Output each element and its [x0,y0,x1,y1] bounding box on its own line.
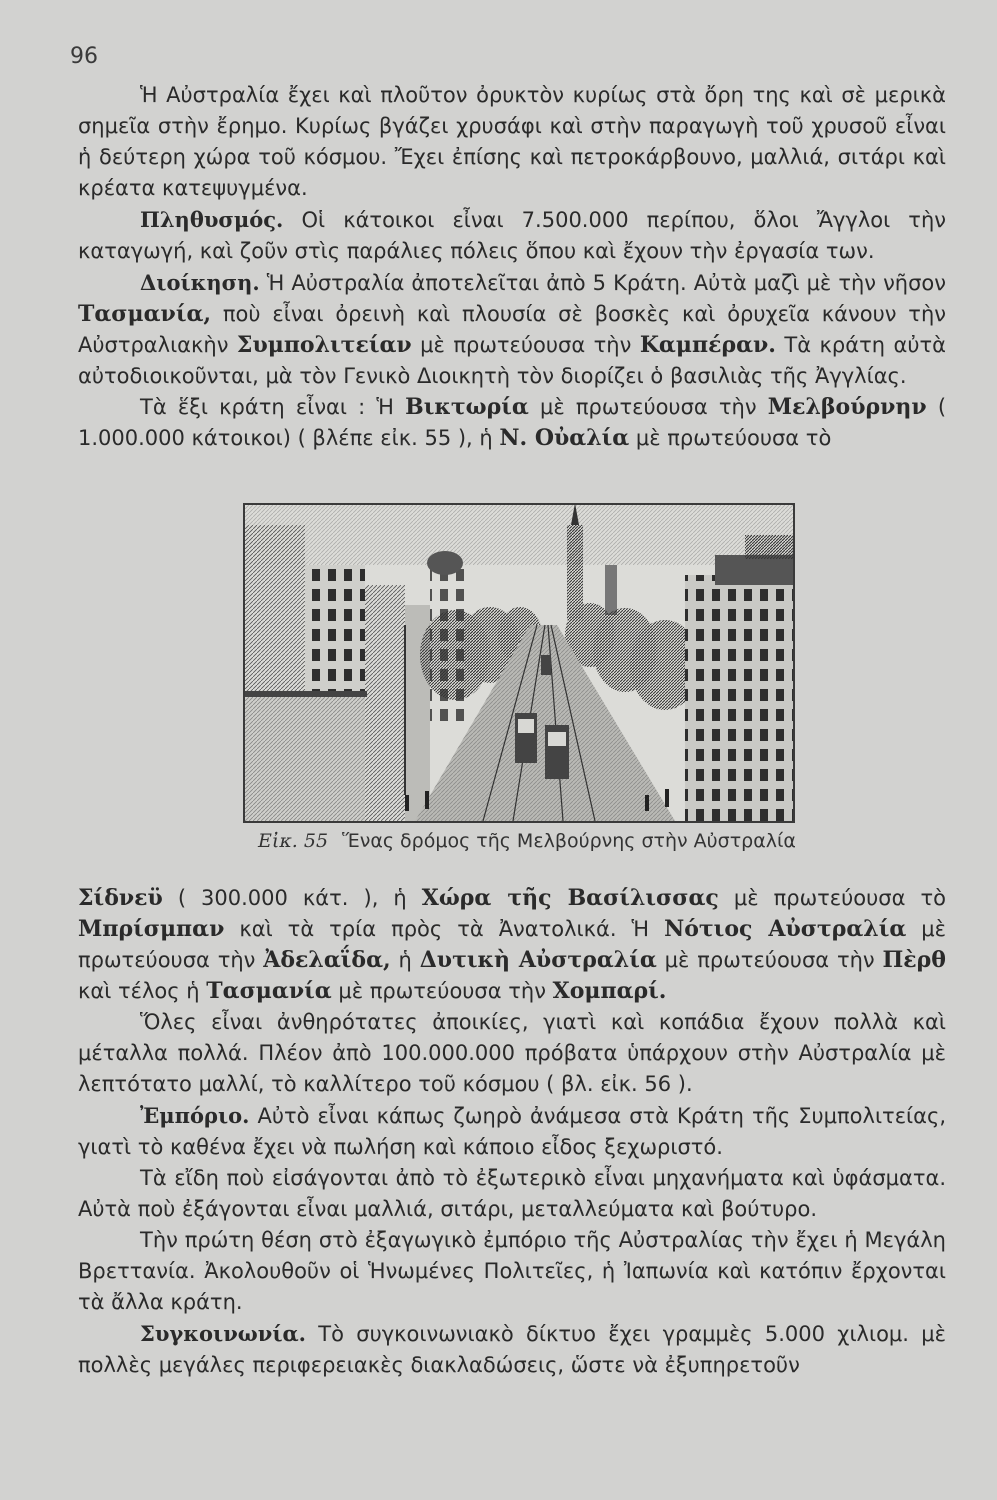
paragraph-text: Αὐτὸ εἶναι κάπως ζωηρὸ ἀνάμεσα στὰ Κράτη τῆς Συμπολιτείας, γιατὶ τὸ καθένα ἔχει νὰ πωλήση καὶ κάποιο εἶδος ξεχωριστό. [78,1104,946,1159]
paragraph [78,1225,946,1318]
paragraph-text: Τὰ εἴδη ποὺ εἰσάγονται ἀπὸ τὸ ἐξωτερικὸ εἶναι μηχανήματα καὶ ὑφάσματα. Αὐτὰ ποὺ ἐξάγονται εἶναι μαλλιά, σιτάρι, μεταλλεύματα καὶ βούτυρο. [78,1166,946,1221]
paragraph-text: μὲ πρωτεύουσα τὸ [629,426,832,450]
section-heading: Συγκοινωνία. [140,1321,306,1346]
paragraph [78,204,946,267]
paragraph-text: Τὴν πρώτη θέση στὸ ἐξαγωγικὸ ἐμπόριο τῆς Αὐστραλίας τὴν ἔχει ἡ Μεγάλη Βρεττανία. Ἀκολουθοῦν οἱ Ἡνωμένες Πολιτεῖες, ἡ Ἰαπωνία καὶ κατόπιν ἔρχονται τὰ ἄλλα κράτη. [78,1228,946,1314]
paragraph-text: μὲ πρωτεύουσα τὴν [331,979,553,1003]
text-block-top [78,80,946,454]
paragraph [78,392,946,454]
paragraph-text: μὲ πρωτεύουσα τὴν [78,917,947,972]
paragraph-text: ποὺ εἶναι ὀρεινὴ καὶ πλουσία σὲ βοσκὲς καὶ ὀρυχεῖα κάνουν τὴν Αὐστραλιακὴν [78,302,946,357]
street-illustration [245,505,793,821]
bold-term: Τασμανία [206,978,332,1004]
paragraph [78,1007,946,1100]
paragraph-text: Ὅλες εἶναι ἀνθηρότατες ἀποικίες, γιατὶ καὶ κοπάδια ἔχουν πολλὰ καὶ μέταλλα πολλά. Πλέον ἀπὸ 100.000.000 πρόβατα ὑπάρχουν στὴν Αὐστραλία μὲ λεπτότατο μαλλί, τὸ καλλίτερο τοῦ κόσμου ( βλ. εἰκ. 56 ). [78,1010,946,1096]
bold-term: Χομπαρί. [552,978,667,1004]
paragraph-text: Τὸ συγκοινωνιακὸ δίκτυο ἔχει γραμμὲς 5.000 χιλιομ. μὲ πολλὲς μεγάλες περιφερειακὲς διακλαδώσεις, ὥστε νὰ ἐξυπηρετοῦν [78,1322,946,1377]
paragraph-text: Ἡ Αὐστραλία ἀποτελεῖται ἀπὸ 5 Κράτη. Αὐτὰ μαζὶ μὲ τὴν νῆσον [259,271,946,295]
paragraph-text: Τὰ κράτη αὐτὰ αὐτοδιοικοῦνται, μὰ τὸν Γενικὸ Διοικητὴ τὸν διορίζει ὁ βασιλιὰς τῆς Ἀγγλίας. [78,333,946,388]
paragraph [78,883,946,1007]
paragraph-text: μὲ πρωτεύουσα τὸ [718,886,946,910]
paragraph-text: καὶ τὰ τρία πρὸς τὰ Ἀνατολικά. Ἡ [224,917,665,941]
figure-caption [258,830,796,852]
paragraph-text: ( 1.000.000 κάτοικοι) ( βλέπε εἰκ. 55 ), ἡ [78,395,947,450]
bold-term: Χώρα τῆς Βασίλισσας [421,885,719,911]
paragraph [78,80,946,204]
bold-term: Συμπολιτείαν [236,332,412,358]
page-number: 96 [70,44,98,69]
paragraph-text: ἡ [390,948,420,972]
bold-term: Νότιος Αὐστραλία [664,916,907,942]
paragraph [78,1100,946,1163]
paragraph [78,1318,946,1381]
bold-term: Πὲρθ [882,947,946,973]
paragraph [78,1163,946,1225]
paragraph-text: μὲ πρωτεύουσα τὴν [656,948,883,972]
bold-term: Δυτικὴ Αὐστραλία [419,947,657,973]
paragraph-text: Οἱ κάτοικοι εἶναι 7.500.000 περίπου, ὅλοι Ἄγγλοι τὴν καταγωγή, καὶ ζοῦν στὶς παράλιες πόλεις ὅπου καὶ ἔχουν τὴν ἐργασία των. [78,208,946,263]
paragraph-text: μὲ πρωτεύουσα τὴν [411,333,640,357]
figure-melbourne-street [243,503,795,823]
text-block-bottom [78,883,946,1381]
bold-term: Καμπέραν. [639,332,776,358]
bold-term: Ἀδελαΐδα, [263,947,391,973]
paragraph-text: Τὰ ἕξι κράτη εἶναι : Ἡ [140,395,406,419]
paragraph-text: ( 300.000 κάτ. ), ἡ [162,886,422,910]
paragraph-text: καὶ τέλος ἡ [78,979,207,1003]
bold-term: Σίδνεϋ [78,885,163,911]
figure-caption-text: Ἕνας δρόμος τῆς Μελβούρνης στὴν Αὐστραλία [342,830,796,852]
bold-term: Τασμανία, [78,301,212,327]
section-heading: Ἐμπόριο. [140,1103,250,1128]
section-heading: Διοίκηση. [140,270,260,295]
bold-term: Μπρίσμπαν [78,916,225,942]
bold-term: Μελβούρνην [767,394,927,420]
paragraph-text: Ἡ Αὐστραλία ἔχει καὶ πλοῦτον ὀρυκτὸν κυρίως στὰ ὄρη της καὶ σὲ μερικὰ σημεῖα στὴν ἔρημο. Κυρίως βγάζει χρυσάφι καὶ στὴν παραγωγὴ τοῦ χρυσοῦ εἶναι ἡ δεύτερη χώρα τοῦ κόσμου. Ἔχει ἐπίσης καὶ πετροκάρβουνο, μαλλιά, σιτάρι καὶ κρέατα κατεψυγμένα. [78,83,946,200]
paragraph-text: μὲ πρωτεύουσα τὴν [528,395,768,419]
paragraph [78,267,946,392]
bold-term: Βικτωρία [405,394,529,420]
section-heading: Πληθυσμός. [140,207,284,232]
figure-label: Εἰκ. 55 [258,830,329,852]
bold-term: Ν. Οὐαλία [499,425,630,451]
